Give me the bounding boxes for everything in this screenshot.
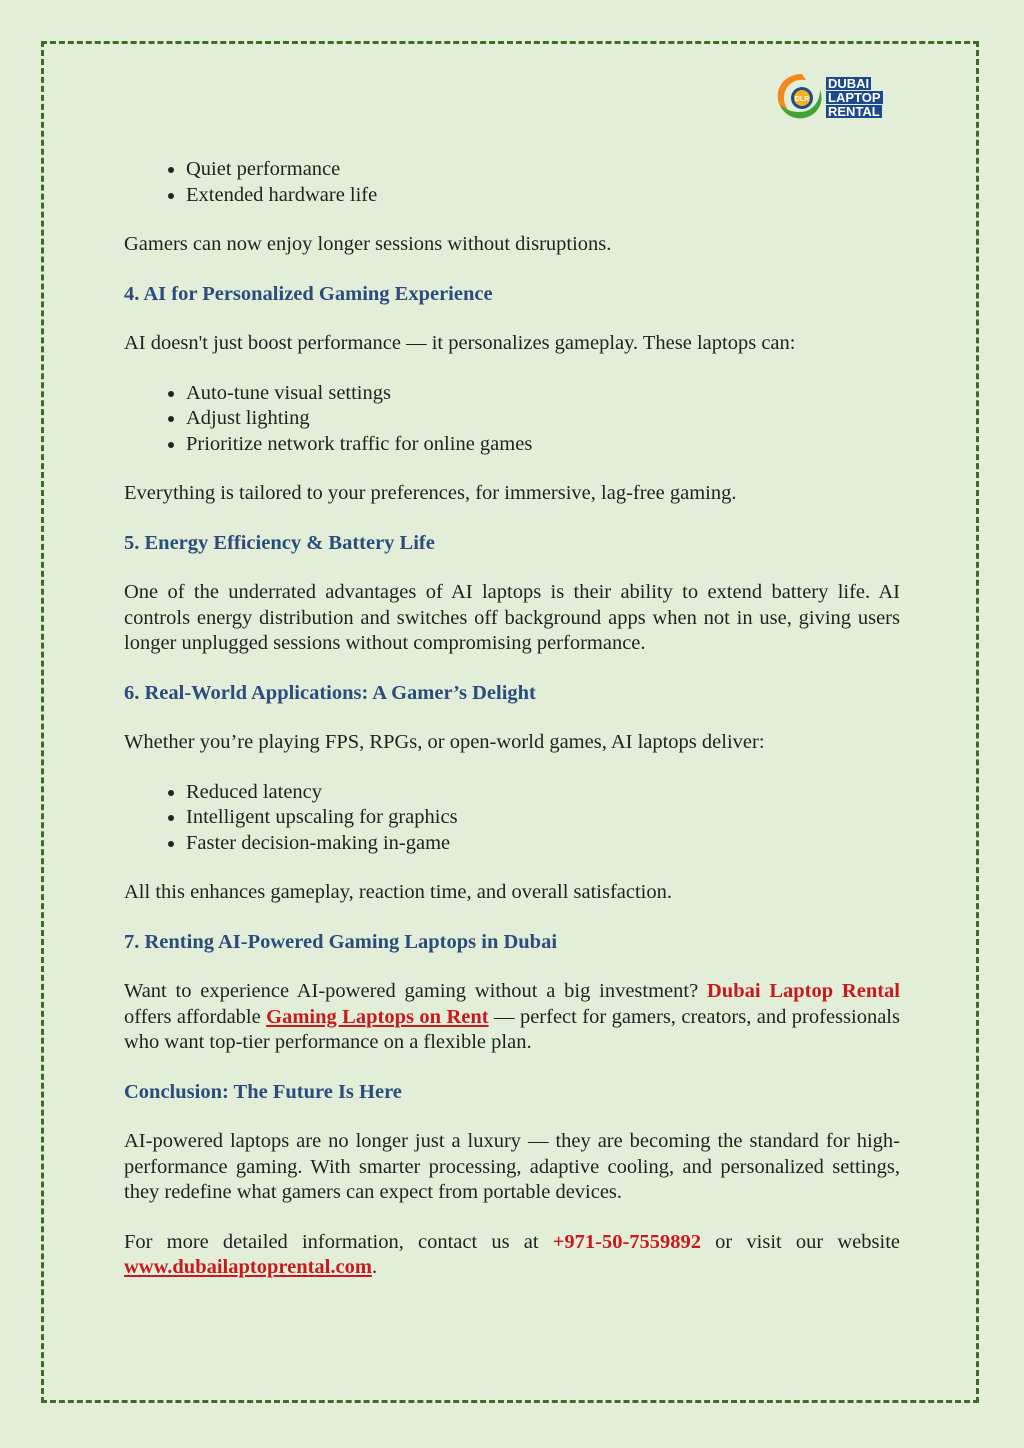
logo-swirl-icon <box>772 70 828 122</box>
heading-section-7: 7. Renting AI-Powered Gaming Laptops in Dubai <box>124 930 558 953</box>
list-item: • Reduced latency <box>186 780 900 806</box>
renting-text-1: Want to experience AI-powered gaming without a big investment? <box>124 980 707 1002</box>
paragraph-whether: Whether you’re playing FPS, RPGs, or open-world games, AI laptops deliver: <box>124 731 765 753</box>
contact-text-1: For more detailed information, contact us at <box>124 1230 553 1253</box>
gaming-laptops-link[interactable]: Gaming Laptops on Rent <box>266 1005 489 1028</box>
heading-section-6: 6. Real-World Applications: A Gamer’s Delight <box>124 681 536 704</box>
list-real-world <box>124 780 900 857</box>
paragraph-energy: One of the underrated advantages of AI laptops is their ability to extend battery life. AI controls energy distribution and switches off background apps when not in use, giving users longer unplugged sessions without compromising performance. <box>124 581 900 654</box>
phone-number: +971-50-7559892 <box>552 1230 702 1253</box>
list-item: • Adjust lighting <box>186 406 900 432</box>
renting-text-3: — perfect for gamers, creators, and professionals who want top-tier performance on a flexible plan. <box>124 1005 900 1053</box>
heading-conclusion: Conclusion: The Future Is Here <box>124 1080 402 1103</box>
brand-name: Dubai Laptop Rental <box>706 980 900 1002</box>
contact-text-3: . <box>371 1256 378 1278</box>
list-top <box>124 157 900 208</box>
logo-badge: DLR <box>794 96 810 103</box>
list-ai-features <box>124 381 900 458</box>
logo-line-2: LAPTOP <box>828 90 881 105</box>
paragraph-contact <box>124 1230 900 1281</box>
renting-text-2: offers affordable <box>124 1005 267 1028</box>
logo-line-3: RENTAL <box>828 104 880 119</box>
paragraph-conclusion: AI-powered laptops are no longer just a luxury — they are becoming the standard for high-performance gaming. With smarter processing, adaptive cooling, and personalized settings, they redefine what gamers can expect from portable devices. <box>124 1130 900 1203</box>
heading-section-5: 5. Energy Efficiency & Battery Life <box>124 531 435 554</box>
paragraph-gamers: Gamers can now enjoy longer sessions without disruptions. <box>124 233 612 255</box>
website-link[interactable]: www.dubailaptoprental.com <box>124 1256 372 1278</box>
list-item: • Quiet performance <box>186 157 900 183</box>
list-item: • Auto-tune visual settings <box>186 381 900 407</box>
paragraph-ai-intro: AI doesn't just boost performance — it personalizes gameplay. These laptops can: <box>124 332 796 354</box>
dubai-laptop-rental-logo <box>772 70 892 122</box>
paragraph-all: All this enhances gameplay, reaction time, and overall satisfaction. <box>124 881 672 903</box>
list-item: • Faster decision-making in-game <box>186 831 900 857</box>
logo-line-1: DUBAI <box>828 76 870 91</box>
document-body <box>124 157 900 1305</box>
contact-text-2: or visit our website <box>701 1230 900 1253</box>
paragraph-tailored: Everything is tailored to your preferences, for immersive, lag-free gaming. <box>124 482 737 504</box>
list-item: • Extended hardware life <box>186 183 900 209</box>
list-item: • Intelligent upscaling for graphics <box>186 805 900 831</box>
list-item: • Prioritize network traffic for online games <box>186 432 900 458</box>
heading-section-4: 4. AI for Personalized Gaming Experience <box>124 282 493 305</box>
paragraph-renting <box>124 979 900 1056</box>
